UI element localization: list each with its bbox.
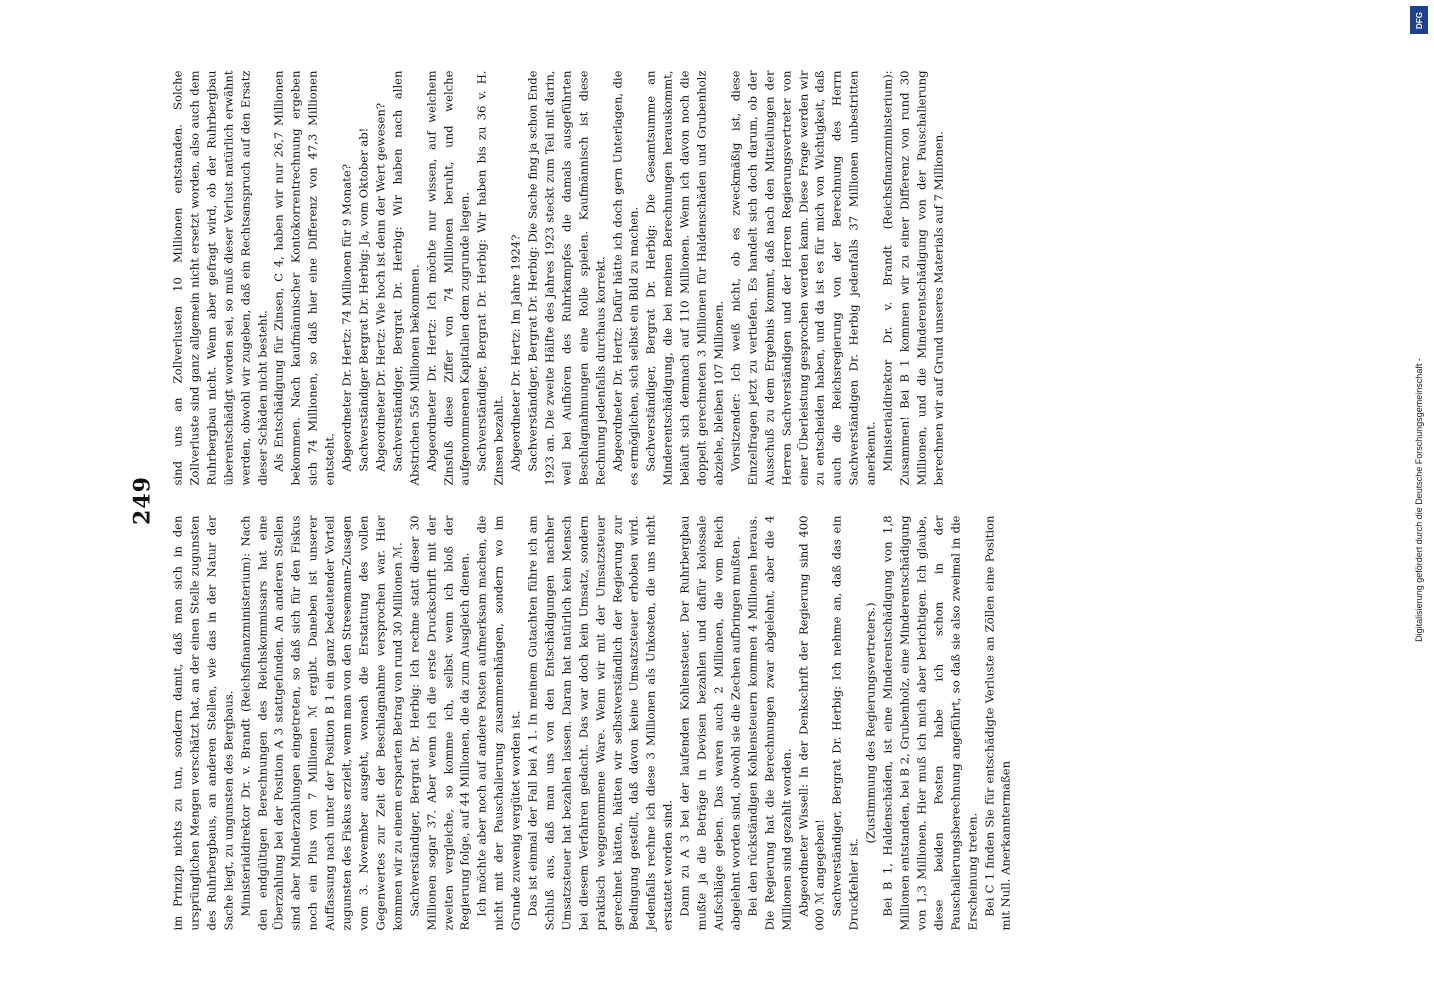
paragraph: Ich möchte aber noch auf andere Posten aufmerksam machen, die nicht mit der Pauschalierung zusammenhängen, sondern wo im Grunde zuwenig vergütet worden ist. xyxy=(474,515,523,930)
paragraph: Bei den rückständigen Kohlensteuern kommen 4 Millionen heraus. Die Regierung hat die Berechnungen zwar abgelehnt, aber die 4 Millionen sind gezahlt worden. xyxy=(745,515,794,930)
right-column xyxy=(170,70,948,485)
digitization-credit-text: Digitalisierung gefördert durch die Deutsche Forschungsgemeinschaft - xyxy=(1414,358,1424,642)
paragraph: Abgeordneter Wissell: In der Denkschrift der Regierung sind 400 000 ℳ angegeben! xyxy=(796,515,827,930)
paragraph: Bei B 1, Haldenschäden, ist eine Minderentschädigung von 1,8 Millionen entstanden, bei B 2, Grubenholz, eine Minderentschädigung von 1,3 Millionen. Hier muß ich mich aber berichtigen. Ich glaube, diese beiden Posten habe ich schon in der Pauschalierungsberechnung angeführt, so daß sie also zweimal in die Erscheinung treten. xyxy=(880,515,980,930)
paragraph: Vorsitzender: Ich weiß nicht, ob es zweckmäßig ist, diese Einzelfragen jetzt zu vertiefen. Es handelt sich doch darum, ob der Ausschuß zu dem Ergebnis kommt, daß nach den Mitteilungen der Herren Sachverständigen und der Herren Regierungsvertreter von einer Überleistung gesprochen werden kann. Diese Frage werden wir zu entscheiden haben, und da ist es für mich von Wichtigkeit, daß auch die Reichsregierung von der Berechnung des Herrn Sachverständigen Dr. Herbig jedenfalls 37 Millionen unbestritten anerkennt. xyxy=(728,70,878,485)
paragraph: Das ist einmal der Fall bei A 1. In meinem Gutachten führe ich am Schluß aus, daß man uns von den Entschädigungen nachher Umsatzsteuer hat bezahlen lassen. Daran hat natürlich kein Mensch bei diesem Verfahren gedacht. Das war doch kein Umsatz, sondern praktisch weggenommene Ware. Wenn wir mit der Umsatzsteuer gerechnet hätten, hätten wir selbstverständlich der Regierung zur Bedingung gestellt, daß davon keine Umsatzsteuer erhoben wird. Jedenfalls rechne ich diese 3 Millionen als Unkosten, die uns nicht erstattet worden sind. xyxy=(525,515,675,930)
paragraph: Abgeordneter Dr. Hertz: Wie hoch ist denn der Wert gewesen? xyxy=(373,102,388,472)
paragraph: Abgeordneter Dr. Hertz: 74 Millionen für 9 Monate? xyxy=(339,163,354,472)
paragraph: Abgeordneter Dr. Hertz: Dafür hätte ich doch gern Unterlagen, die es ermöglichen, sich selbst ein Bild zu machen. xyxy=(610,70,641,485)
paragraph: Dann zu A 3 bei der laufenden Kohlensteuer. Der Ruhrbergbau mußte ja die Beträge in Devisen bezahlen und dafür kolossale Aufschläge geben. Das waren auch 2 Millionen, die vom Reich abgelehnt worden sind, obwohl sie die Zechen aufbringen mußten. xyxy=(677,515,743,930)
paragraph: im Prinzip nichts zu tun, sondern damit, daß man sich in den ursprünglichen Mengen verschätzt hat, an der einen Stelle zugunsten des Ruhrbergbaus, an anderen Stellen, wie das in der Natur der Sache liegt, zu ungunsten des Bergbaus. xyxy=(170,515,236,930)
paragraph: Sachverständiger, Bergrat Dr. Herbig: Die Gesamtsumme an Minderentschädigung, die bei meinen Berechnungen herauskommt, beläuft sich demnach auf 110 Millionen. Wenn ich davon noch die doppelt gerechneten 3 Millionen für Haldenschäden und Grubenholz abziehe, bleiben 107 Millionen. xyxy=(643,70,726,485)
paragraph: Sachverständiger, Bergrat Dr. Herbig: Ich nehme an, daß das ein Druckfehler ist. xyxy=(829,515,861,930)
paragraph: sind uns an Zollverlusten 10 Millionen entstanden. Solche Zollverluste sind ganz allgemein nicht ersetzt worden, also auch dem Ruhrbergbau nicht. Wenn aber gefragt wird, ob der Ruhrbergbau überentschädigt worden sei, so muß dieser Verlust natürlich erwähnt werden, obwohl wir zugeben, daß ein Rechtsanspruch auf den Ersatz dieser Schäden nicht besteht. xyxy=(170,70,270,485)
paragraph: Sachverständiger, Bergrat Dr. Herbig: Ich rechne statt dieser 30 Millionen sogar 37. Aber wenn ich die erste Druckschrift mit der zweiten vergleiche, so komme ich, selbst wenn ich bloß der Regierung folge, auf 44 Millionen, die da zum Ausgleich dienen. xyxy=(407,515,472,930)
rotated-document-page xyxy=(130,70,1305,930)
paragraph: Abgeordneter Dr. Hertz: Ich möchte nur wissen, auf welchem Zinsfuß diese Ziffer von 74 Millionen beruht, und welche aufgenommenen Kapitalien dem zugrunde liegen. xyxy=(424,70,472,485)
paragraph: Sachverständiger Bergrat Dr. Herbig: Ja, vom Oktober ab! xyxy=(356,127,371,472)
paragraph: (Zustimmung des Regierungsvertreters.) xyxy=(863,602,878,843)
page-number: 249 xyxy=(129,475,156,525)
paragraph: Ministerialdirektor Dr. v. Brandt (Reichsfinanzministerium): Zusammen! Bei B 1 kommen wir zu einer Differenz von rund 30 Millionen, und die Minderentschädigung von der Pauschalierung berechnen wir auf Grund unseres Materials auf 7 Millionen. xyxy=(880,70,946,485)
paragraph: Bei C 1 finden Sie für entschädigte Verluste an Zöllen eine Position mit Null. Anerkanntermaßen xyxy=(982,515,1013,930)
digitization-credit-strip xyxy=(1408,0,1430,1000)
paragraph: Sachverständiger, Bergrat Dr. Herbig: Die Sache fing ja schon Ende 1923 an. Die zweite Hälfte des Jahres 1923 steckt zum Teil mit darin, weil bei Aufhören des Ruhrkampfes die damals ausgeführten Beschlagnahmungen eine Rolle spielen. Kaufmännisch ist diese Rechnung jedenfalls durchaus korrekt. xyxy=(525,70,608,485)
dfg-logo: DFG xyxy=(1410,6,1428,34)
paragraph: Sachverständiger, Bergrat Dr. Herbig: Wir haben bis zu 36 v. H. Zinsen bezahlt. xyxy=(474,70,506,485)
left-column xyxy=(170,515,1015,930)
paragraph: Als Entschädigung für Zinsen, C 4, haben wir nur 26,7 Millionen bekommen. Nach kaufmännischer Kontokorrentrechnung ergeben sich 74 Millionen, so daß hier eine Differenz von 47,3 Millionen entsteht. xyxy=(271,70,337,485)
paragraph: Sachverständiger, Bergrat Dr. Herbig: Wir haben nach allen Abstrichen 556 Millionen bekommen. xyxy=(390,70,422,485)
paragraph: Abgeordneter Dr. Hertz: Im Jahre 1924? xyxy=(508,234,523,472)
paragraph: Ministerialdirektor Dr. v. Brandt (Reichsfinanzministerium): Nach den endgültigen Berechnungen des Reichskommissars hat eine Überzahlung bei der Position A 3 stattgefunden. An anderen Stellen sind aber Minderzahlungen eingetreten, so daß sich für den Fiskus noch ein Plus von 7 Millionen ℳ ergibt. Daneben ist unserer Auffassung nach unter der Position B 1 ein ganz bedeutender Vorteil zugunsten des Fiskus erzielt, wenn man von den Stresemann-Zusagen vom 3. November ausgeht, wonach die Erstattung des vollen Gegenwertes zur Zeit der Beschlagnahme versprochen war. Hier kommen wir zu einem ersparten Betrag von rund 30 Millionen ℳ. xyxy=(238,515,405,930)
